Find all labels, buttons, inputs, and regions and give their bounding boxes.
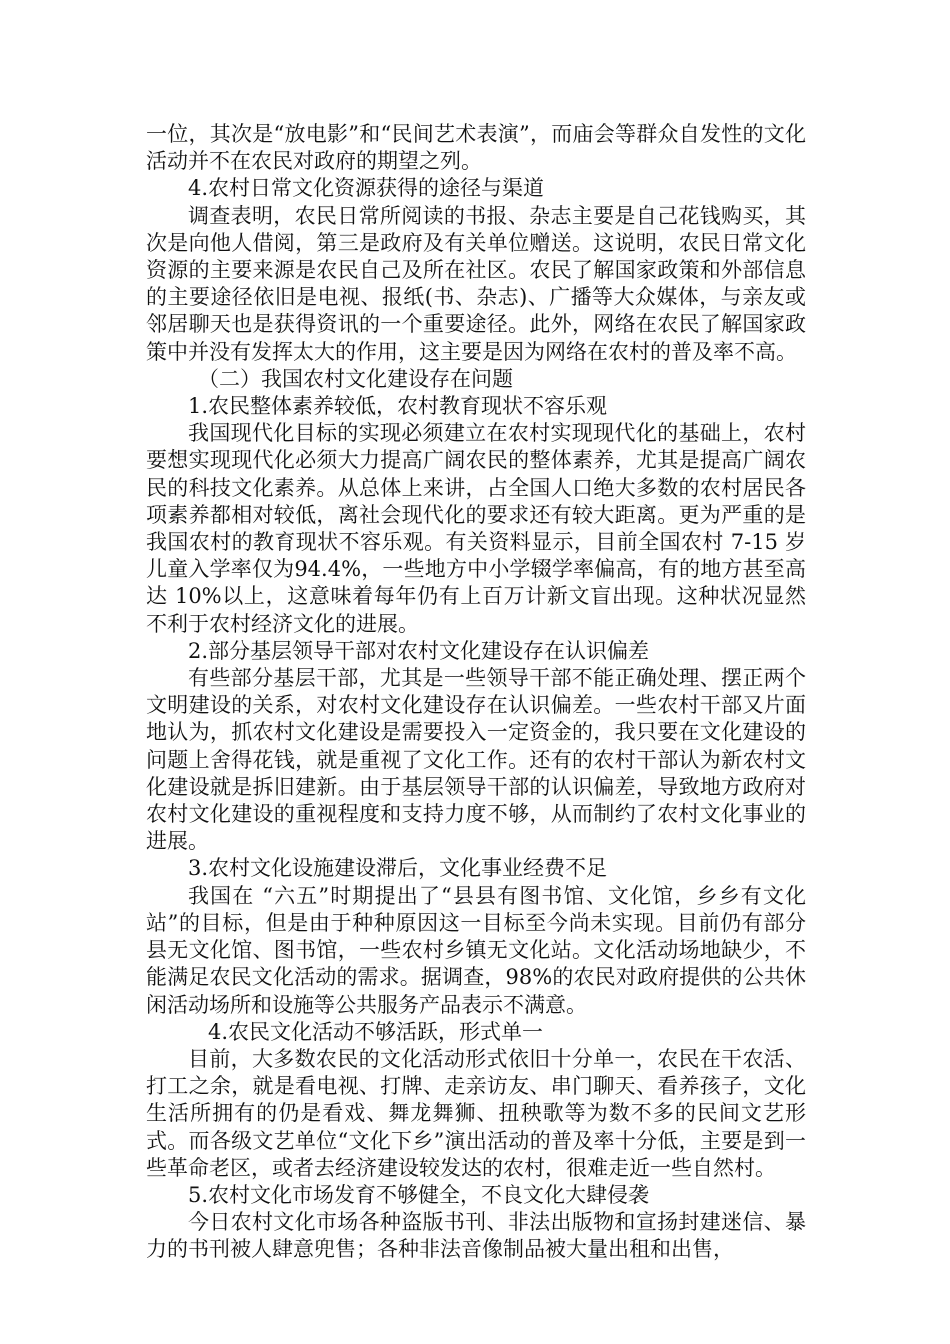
body-paragraph: 有些部分基层干部，尤其是一些领导干部不能正确处理、摆正两个文明建设的关系，对农村文化建设存在认识偏差。一些农村干部又片面地认为，抓农村文化建设是需要投入一定资金的，我只要在文化建设的问题上舍得花钱，就是重视了文化工作。还有的农村干部认为新农村文化建设就是拆旧建新。由于基层领导干部的认识偏差，导致地方政府对农村文化建设的重视程度和支持力度不够，从而制约了农村文化事业的进展。	[146, 666, 806, 854]
subheading: 1.农民整体素养较低，农村教育现状不容乐观	[188, 394, 608, 419]
subheading: 4.农村日常文化资源获得的途径与渠道	[188, 176, 545, 201]
body-paragraph: 调查表明，农民日常所阅读的书报、杂志主要是自己花钱购买，其次是向他人借阅，第三是政府及有关单位赠送。这说明，农民日常文化资源的主要来源是农民自己及所在社区。农民了解国家政策和外部信息的主要途径依旧是电视、报纸(书、杂志)、广播等大众媒体，与亲友或邻居聊天也是获得资讯的一个重要途径。此外，网络在农民了解国家政策中并没有发挥太大的作用，这主要是因为网络在农村的普及率不高。	[146, 203, 806, 364]
body-paragraph: 我国在 “六五”时期提出了“县县有图书馆、文化馆，乡乡有文化站”的目标，但是由于种种原因这一目标至今尚未实现。目前仍有部分县无文化馆、图书馆，一些农村乡镇无文化站。文化活动场地缺少，不能满足农民文化活动的需求。据调查，98%的农民对政府提供的公共休闲活动场所和设施等公共服务产品表示不满意。	[146, 883, 806, 1017]
body-paragraph: 今日农村文化市场各种盗版书刊、非法出版物和宣扬封建迷信、暴力的书刊被人肆意兜售；各种非法音像制品被大量出租和出售，	[146, 1210, 806, 1262]
body-paragraph: 我国现代化目标的实现必须建立在农村实现现代化的基础上，农村要想实现现代化必须大力提高广阔农民的整体素养，尤其是提高广阔农民的科技文化素养。从总体上来讲，占全国人口绝大多数的农村居民各项素养都相对较低，离社会现代化的要求还有较大距离。更为严重的是我国农村的教育现状不容乐观。有关资料显示，目前全国农村 7-15 岁儿童入学率仅为94.4%，一些地方中小学辍学率偏高，有的地方甚至高达 10%以上，这意味着每年仍有上百万计新文盲出现。这种状况显然不利于农村经济文化的进展。	[146, 421, 806, 636]
section-heading: （二）我国农村文化建设存在问题	[198, 366, 513, 391]
body-paragraph: 一位，其次是“放电影”和“民间艺术表演”，而庙会等群众自发性的文化活动并不在农民对政府的期望之列。	[146, 122, 806, 174]
body-paragraph: 目前，大多数农民的文化活动形式依旧十分单一，农民在干农活、打工之余，就是看电视、打牌、走亲访友、串门聊天、看养孩子，文化生活所拥有的仍是看戏、舞龙舞狮、扭秧歌等为数不多的民间文艺形式。而各级文艺单位“文化下乡”演出活动的普及率十分低，主要是到一些革命老区，或者去经济建设较发达的农村，很难走近一些自然村。	[146, 1046, 806, 1180]
subheading: 5.农村文化市场发育不够健全，不良文化大肆侵袭	[188, 1182, 650, 1207]
document-page	[146, 121, 806, 1264]
subheading: 4.农民文化活动不够活跃，形式单一	[208, 1019, 544, 1044]
subheading: 2.部分基层领导干部对农村文化建设存在认识偏差	[188, 638, 650, 663]
subheading: 3.农村文化设施建设滞后，文化事业经费不足	[188, 856, 608, 881]
